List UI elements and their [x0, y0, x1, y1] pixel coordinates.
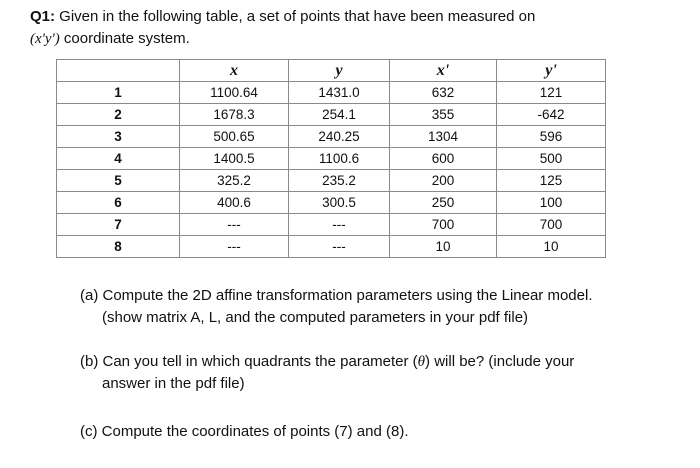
part-b-line1-pre: (b) Can you tell in which quadrants the parameter (: [80, 353, 418, 370]
header-y: y: [289, 60, 390, 82]
table-cell: 1100.64: [180, 82, 289, 104]
table-cell: 1: [57, 82, 180, 104]
table-cell: 1400.5: [180, 148, 289, 170]
table-cell: 5: [57, 170, 180, 192]
table-cell: 700: [390, 214, 497, 236]
coordinate-system-label: (x'y'): [30, 31, 60, 47]
header-x: x: [180, 60, 289, 82]
table-row: [57, 192, 606, 214]
table-row: [57, 236, 606, 258]
points-table: [56, 59, 606, 258]
theta-symbol: θ: [417, 354, 426, 370]
table-cell: 500.65: [180, 126, 289, 148]
table-cell: 2: [57, 104, 180, 126]
table-cell: 200: [390, 170, 497, 192]
part-b: [80, 351, 670, 395]
table-header-row: [57, 60, 606, 82]
table-cell: 10: [390, 236, 497, 258]
part-c: [80, 421, 670, 443]
table-cell: ---: [289, 236, 390, 258]
table-cell: 6: [57, 192, 180, 214]
part-a: [80, 285, 670, 329]
table-cell: -642: [497, 104, 606, 126]
table-cell: 100: [497, 192, 606, 214]
table-cell: 300.5: [289, 192, 390, 214]
table-cell: 1678.3: [180, 104, 289, 126]
part-a-line2: (show matrix A, L, and the computed parameters in your pdf file): [102, 309, 529, 326]
table-row: [57, 104, 606, 126]
part-a-line1: (a) Compute the 2D affine transformation parameters using the Linear model.: [80, 287, 593, 304]
table-cell: 1304: [390, 126, 497, 148]
table-cell: ---: [289, 214, 390, 236]
table-cell: 250: [390, 192, 497, 214]
question-line2: coordinate system.: [59, 30, 190, 47]
table-cell: 254.1: [289, 104, 390, 126]
header-x-prime: x': [390, 60, 497, 82]
table-row: [57, 126, 606, 148]
table-cell: 3: [57, 126, 180, 148]
table-cell: 10: [497, 236, 606, 258]
table-row: [57, 170, 606, 192]
part-c-line1: (c) Compute the coordinates of points (7) and (8).: [80, 423, 409, 440]
table-cell: ---: [180, 236, 289, 258]
question-text: [30, 6, 670, 50]
table-cell: ---: [180, 214, 289, 236]
table-cell: 700: [497, 214, 606, 236]
part-b-line2: answer in the pdf file): [102, 375, 245, 392]
table-cell: 600: [390, 148, 497, 170]
header-y-prime: y': [497, 60, 606, 82]
question-label: Q1:: [30, 8, 56, 25]
table-cell: 1431.0: [289, 82, 390, 104]
table-row: [57, 148, 606, 170]
table-cell: 355: [390, 104, 497, 126]
table-cell: 325.2: [180, 170, 289, 192]
table-cell: 1100.6: [289, 148, 390, 170]
table-row: [57, 82, 606, 104]
table-cell: 596: [497, 126, 606, 148]
table-cell: 240.25: [289, 126, 390, 148]
table-cell: 121: [497, 82, 606, 104]
table-cell: 4: [57, 148, 180, 170]
part-b-line1-post: ) will be? (include your: [425, 353, 575, 370]
question-line1: Given in the following table, a set of points that have been measured on: [55, 8, 536, 25]
table-cell: 235.2: [289, 170, 390, 192]
table-cell: 125: [497, 170, 606, 192]
header-index: [57, 60, 180, 82]
table-cell: 7: [57, 214, 180, 236]
table-cell: 632: [390, 82, 497, 104]
table-row: [57, 214, 606, 236]
table-cell: 500: [497, 148, 606, 170]
table-cell: 8: [57, 236, 180, 258]
table-cell: 400.6: [180, 192, 289, 214]
